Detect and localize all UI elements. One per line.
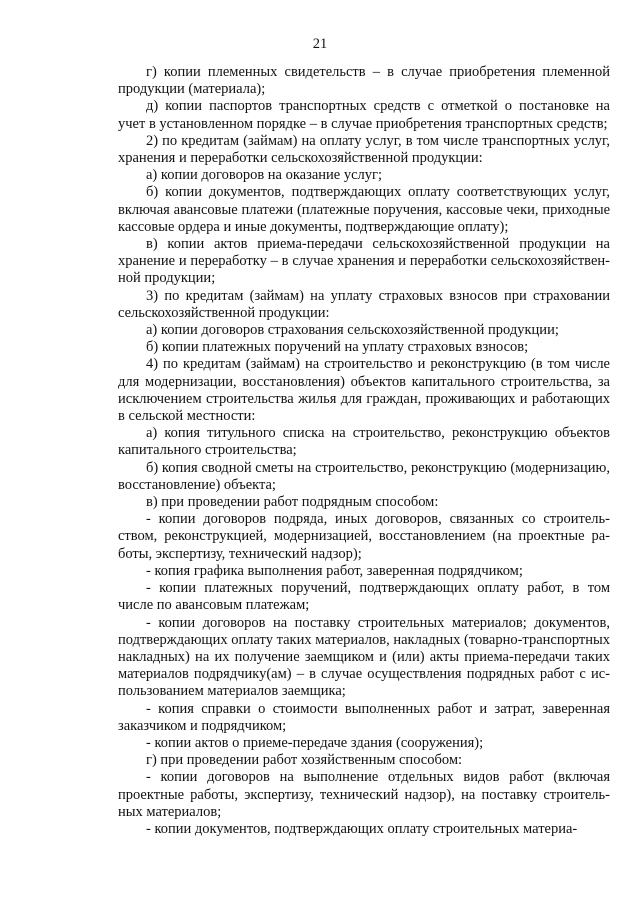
document-body [118, 64, 610, 838]
paragraph-a-service-contracts: а) копии договоров на оказание услуг; [146, 167, 383, 184]
paragraph-b-insurance-payments: б) копии платежных поручений на уплату страховых взносов; [146, 339, 529, 356]
list-item-cost-certificate: - копия справки о стоимости выполненных работ и затрат, заверенная заказчиком и подрядчиком; [118, 700, 610, 734]
list-item-material-supply: - копии договоров на поставку строительных материалов; документов, подтверждающих оплату таких материалов, накладных (товарно-транспортных накладных) на их получение заемщиком и (или) акты приема-передачи таких материалов подрядчику(ам) – в случае осуществления подрядных работ с использованием материалов заемщика; [118, 614, 610, 700]
list-item-acceptance-acts: - копии актов о приеме-передаче здания (сооружения); [146, 734, 484, 751]
paragraph-a-title-list: а) копия титульного списка на строительство, реконструкцию объектов капитального строительства; [118, 425, 610, 459]
paragraph-3-insurance-loans: 3) по кредитам (займам) на уплату страховых взносов при страховании сельскохозяйственной продукции: [118, 287, 610, 321]
list-item-work-schedule: - копия графика выполнения работ, заверенная подрядчиком; [146, 562, 523, 579]
paragraph-4-construction-loans: 4) по кредитам (займам) на строительство и реконструкцию (в том числе для модернизации, восстановления) объектов капитального строительства, за исключением строительства жилья для граждан, проживающих и работающих в сельской местности: [118, 356, 610, 425]
paragraph-a-insurance-contracts: а) копии договоров страхования сельскохозяйственной продукции; [146, 322, 559, 339]
list-item-work-contracts: - копии договоров на выполнение отдельных видов работ (включая проектные работы, экспертизу, технический надзор), на поставку строительных материалов; [118, 769, 610, 820]
paragraph-g-breeding-certificates: г) копии племенных свидетельств – в случае приобретения племенной продукции (материала); [118, 64, 610, 98]
paragraph-v-contract-method: в) при проведении работ подрядным способом: [146, 494, 439, 511]
page-number: 21 [312, 36, 328, 52]
list-item-payment-orders: - копии платежных поручений, подтверждающих оплату работ, в том числе по авансовым платежам; [118, 580, 610, 614]
paragraph-b-summary-estimate: б) копия сводной сметы на строительство, реконструкцию (модернизацию, восстановление) объекта; [118, 459, 610, 493]
paragraph-v-transfer-acts: в) копии актов приема-передачи сельскохозяйственной продукции на хранение и переработку – в случае хранения и переработки сельскохозяйственной продукции; [118, 236, 610, 287]
paragraph-b-payment-documents: б) копии документов, подтверждающих оплату соответствующих услуг, включая авансовые платежи (платежные поручения, кассовые чеки, приходные кассовые ордера и иные документы, подтверждающие оплату); [118, 184, 610, 235]
list-item-material-payments: - копии документов, подтверждающих оплату строительных материа- [146, 820, 578, 837]
paragraph-g-economic-method: г) при проведении работ хозяйственным способом: [146, 752, 463, 769]
paragraph-2-services-loans: 2) по кредитам (займам) на оплату услуг, в том числе транспортных услуг, хранения и переработки сельскохозяйственной продукции: [118, 132, 610, 167]
list-item-contracts: - копии договоров подряда, иных договоров, связанных со строительством, реконструкцией, модернизацией, восстановлением (на проектные работы, экспертизу, технический надзор); [118, 511, 610, 562]
paragraph-d-vehicle-passports: д) копии паспортов транспортных средств с отметкой о постановке на учет в установленном порядке – в случае приобретения транспортных средств; [118, 98, 610, 132]
